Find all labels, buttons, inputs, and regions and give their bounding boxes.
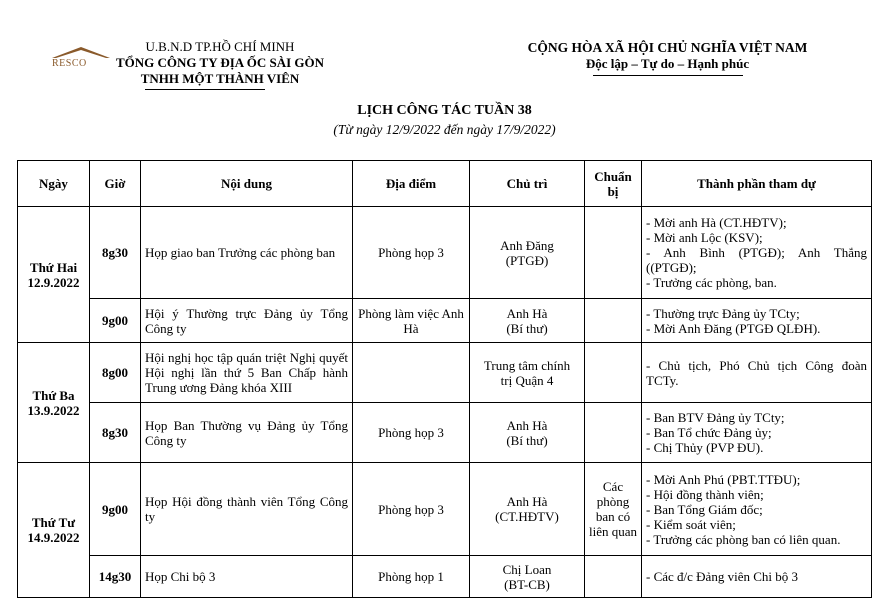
- participants-cell: [642, 463, 872, 556]
- chair-name: Anh Hà: [506, 417, 548, 433]
- time-cell: 9g00: [90, 463, 141, 556]
- table-row: [18, 556, 872, 598]
- participant-item: - Chị Thủy (PVP ĐU).: [646, 440, 764, 455]
- col-header-day: Ngày: [18, 161, 90, 207]
- logo-text: RESCO: [52, 58, 87, 69]
- chair-name: Anh Hà: [506, 305, 548, 321]
- location-cell: Phòng làm việc Anh Hà: [353, 299, 470, 343]
- day-date: 13.9.2022: [27, 402, 80, 418]
- participant-item: - Thường trực Đảng ủy TCty;: [646, 305, 800, 321]
- chair-cell: [470, 207, 585, 299]
- prep-cell: [585, 299, 642, 343]
- participant-item: - Mời Anh Đăng (PTGĐ QLĐH).: [646, 320, 821, 336]
- participant-item: - Các đ/c Đảng viên Chi bộ 3: [646, 569, 798, 584]
- location-cell: Phòng họp 3: [353, 403, 470, 463]
- prep-cell: [585, 207, 642, 299]
- document-title: LỊCH CÔNG TÁC TUẦN 38: [357, 103, 532, 118]
- table-row: [18, 299, 872, 343]
- chair-cell: [470, 463, 585, 556]
- participant-item: - Mời anh Hà (CT.HĐTV);: [646, 215, 787, 230]
- col-header-chair: Chủ trì: [470, 161, 585, 207]
- prep-cell: [585, 343, 642, 403]
- header-right-underline: [593, 75, 743, 76]
- day-name: Thứ Tư: [31, 515, 76, 530]
- day-cell: [18, 343, 90, 463]
- chair-cell: [470, 299, 585, 343]
- roof-icon: [50, 45, 112, 59]
- chair-role: (Bí thư): [506, 432, 548, 448]
- location-cell: Phòng họp 1: [353, 556, 470, 598]
- participant-item: - Trưởng các phòng, ban.: [646, 275, 777, 290]
- company-name: TỔNG CÔNG TY ĐỊA ỐC SÀI GÒN: [115, 55, 325, 70]
- participants-cell: [642, 343, 872, 403]
- participant-item: - Mời Anh Phú (PBT.TTĐU);: [646, 471, 801, 487]
- chair-role: (Bí thư): [506, 320, 548, 336]
- participant-item: - Hội đồng thành viên;: [646, 486, 764, 502]
- table-header-row: [18, 161, 872, 207]
- content-cell: Họp Chi bộ 3: [141, 556, 353, 598]
- table-row: [18, 463, 872, 556]
- document-subtitle: (Từ ngày 12/9/2022 đến ngày 17/9/2022): [333, 122, 556, 137]
- chair-role: (CT.HĐTV): [495, 509, 559, 524]
- col-header-content: Nội dung: [141, 161, 353, 207]
- resco-logo: [50, 45, 112, 71]
- chair-role: (BT-CB): [504, 576, 550, 592]
- prep-cell: Các phòng ban có liên quan: [585, 463, 642, 556]
- time-cell: 14g30: [90, 556, 141, 598]
- company-type: TNHH MỘT THÀNH VIÊN: [140, 71, 300, 86]
- participant-item: - Trưởng các phòng ban có liên quan.: [646, 531, 841, 547]
- participant-item: - Chủ tịch, Phó Chủ tịch Công đoàn TCTy.: [646, 357, 867, 388]
- chair-role: trị Quận 4: [500, 372, 554, 388]
- participants-cell: [642, 207, 872, 299]
- time-cell: 8g30: [90, 403, 141, 463]
- participant-item: - Kiểm soát viên;: [646, 516, 736, 532]
- location-cell: [353, 343, 470, 403]
- participants-cell: [642, 556, 872, 598]
- content-cell: Họp giao ban Trưởng các phòng ban: [141, 207, 353, 299]
- header-left: [100, 39, 340, 87]
- day-cell: [18, 207, 90, 343]
- time-cell: 9g00: [90, 299, 141, 343]
- chair-name: Anh Đăng: [500, 237, 554, 253]
- time-cell: 8g00: [90, 343, 141, 403]
- content-cell: Họp Ban Thường vụ Đảng ủy Tổng Công ty: [141, 403, 353, 463]
- col-header-prep: Chuẩn bị: [585, 161, 642, 207]
- col-header-participants: Thành phần tham dự: [642, 161, 872, 207]
- col-header-time: Giờ: [90, 161, 141, 207]
- content-cell: Họp Hội đồng thành viên Tổng Công ty: [141, 463, 353, 556]
- day-cell: [18, 463, 90, 598]
- chair-role: (PTGĐ): [505, 252, 549, 268]
- day-name: Thứ Ba: [32, 387, 75, 403]
- motto: Độc lập – Tự do – Hạnh phúc: [585, 56, 750, 71]
- agency-name: U.B.N.D TP.HỒ CHÍ MINH: [145, 39, 295, 54]
- chair-cell: [470, 343, 585, 403]
- header-right: [505, 40, 830, 76]
- prep-cell: [585, 556, 642, 598]
- schedule-table: [17, 160, 872, 598]
- chair-cell: [470, 403, 585, 463]
- header-left-underline: [145, 89, 265, 90]
- col-header-location: Địa điểm: [353, 161, 470, 207]
- chair-name: Trung tâm chính: [483, 357, 571, 373]
- participants-cell: [642, 403, 872, 463]
- table-row: [18, 207, 872, 299]
- day-name: Thứ Hai: [29, 259, 78, 275]
- country-name: CỘNG HÒA XÃ HỘI CHỦ NGHĨA VIỆT NAM: [527, 40, 808, 55]
- content-cell: Hội ý Thường trực Đảng ủy Tổng Công ty: [141, 299, 353, 343]
- table-row: [18, 403, 872, 463]
- day-date: 12.9.2022: [27, 274, 80, 290]
- location-cell: Phòng họp 3: [353, 207, 470, 299]
- content-cell: Hội nghị học tập quán triệt Nghị quyết Hội nghị lần thứ 5 Ban Chấp hành Trung ương Đảng khóa XIII: [141, 343, 353, 403]
- chair-name: Anh Hà: [506, 494, 548, 509]
- participant-item: - Anh Bình (PTGĐ); Anh Thắng ((PTGĐ);: [646, 245, 867, 275]
- location-cell: Phòng họp 3: [353, 463, 470, 556]
- chair-name: Chị Loan: [502, 561, 552, 577]
- day-date: 14.9.2022: [27, 530, 80, 545]
- participants-cell: [642, 299, 872, 343]
- chair-cell: [470, 556, 585, 598]
- time-cell: 8g30: [90, 207, 141, 299]
- table-row: [18, 343, 872, 403]
- participant-item: - Mời anh Lộc (KSV);: [646, 230, 763, 245]
- participant-item: - Ban Tổng Giám đốc;: [646, 501, 763, 517]
- participant-item: - Ban BTV Đảng ủy TCty;: [646, 410, 785, 425]
- participant-item: - Ban Tổ chức Đảng ủy;: [646, 425, 772, 440]
- prep-cell: [585, 403, 642, 463]
